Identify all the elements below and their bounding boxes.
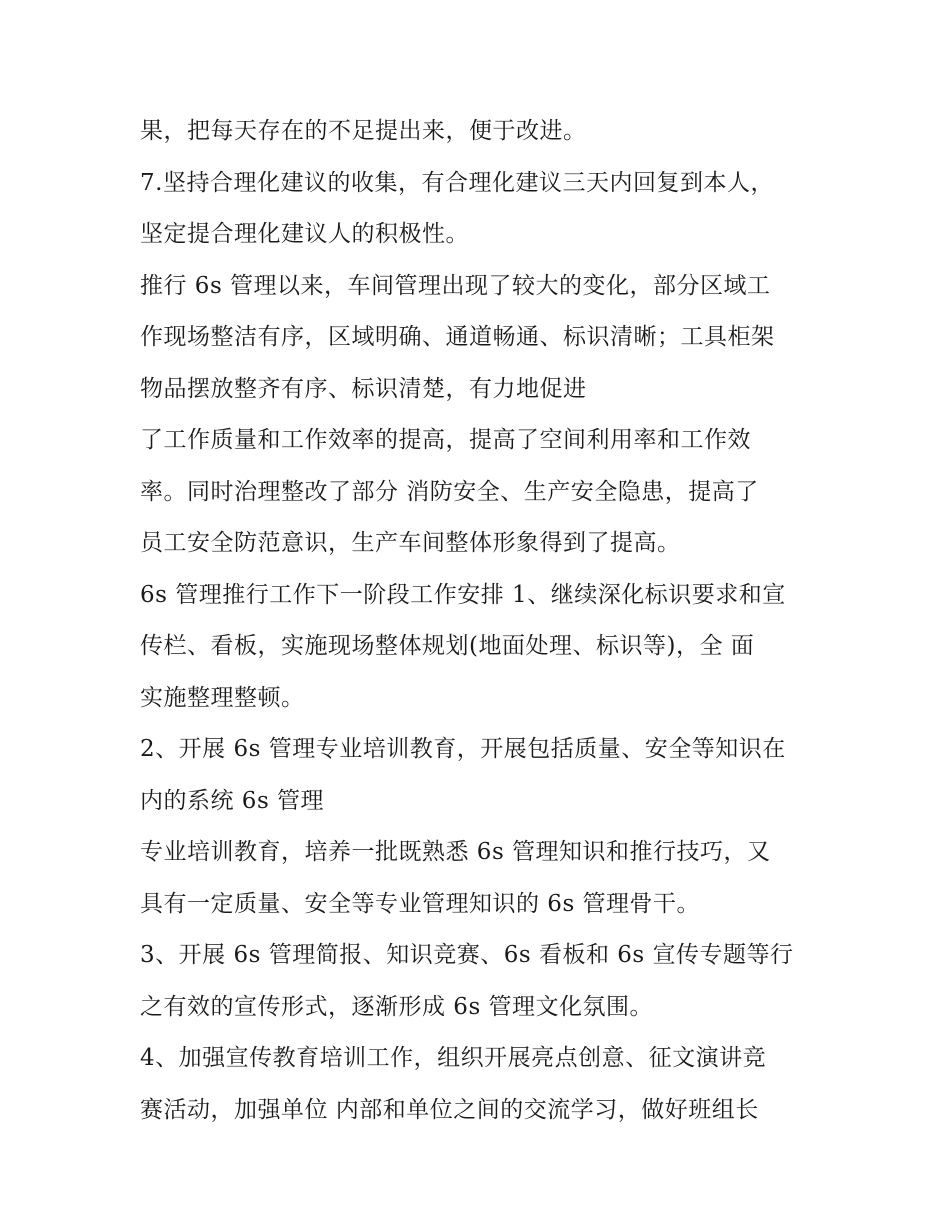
text-line: 6s 管理推行工作下一阶段工作安排 1、继续深化标识要求和宣 [140, 581, 786, 608]
document-body [140, 106, 840, 1136]
text-line: 率。同时治理整改了部分 消防安全、生产安全隐患，提高了 [140, 478, 759, 505]
text-line: 果，把每天存在的不足提出来，便于改进。 [140, 118, 587, 144]
text-line: 专业培训教育，培养一批既熟悉 6s 管理知识和推行技巧，又 [140, 839, 771, 865]
text-line: 实施整理整顿。 [140, 684, 305, 711]
text-line: 坚定提合理化建议人的积极性。 [140, 221, 469, 247]
text-line: 4、加强宣传教育培训工作，组织开展亮点创意、征文演讲竞 [140, 1045, 767, 1071]
text-line: 赛活动，加强单位 内部和单位之间的交流学习，做好班组长 [140, 1096, 759, 1123]
text-line: 3、开展 6s 管理简报、知识竞赛、6s 看板和 6s 宣传专题等行 [140, 942, 794, 968]
text-line: 了工作质量和工作效率的提高，提高了空间利用率和工作效 [140, 427, 751, 453]
text-line: 2、开展 6s 管理专业培训教育，开展包括质量、安全等知识在 [140, 736, 786, 762]
text-line: 传栏、看板，实施现场整体规划(地面处理、标识等)，全 面 [140, 633, 755, 659]
text-line: 推行 6s 管理以来，车间管理出现了较大的变化，部分区域工 [140, 272, 771, 299]
text-line: 具有一定质量、安全等专业管理知识的 6s 管理骨干。 [140, 890, 701, 917]
text-line: 之有效的宣传形式，逐渐形成 6s 管理文化氛围。 [140, 993, 654, 1020]
text-line: 7.坚持合理化建议的收集，有合理化建议三天内回复到本人， [140, 169, 774, 196]
text-line: 物品摆放整齐有序、标识清楚，有力地促进 [140, 375, 587, 402]
text-line: 作现场整洁有序，区域明确、通道畅通、标识清晰；工具柜架 [140, 324, 775, 350]
text-line: 内的系统 6s 管理 [140, 787, 325, 814]
text-line: 员工安全防范意识，生产车间整体形象得到了提高。 [140, 530, 681, 556]
